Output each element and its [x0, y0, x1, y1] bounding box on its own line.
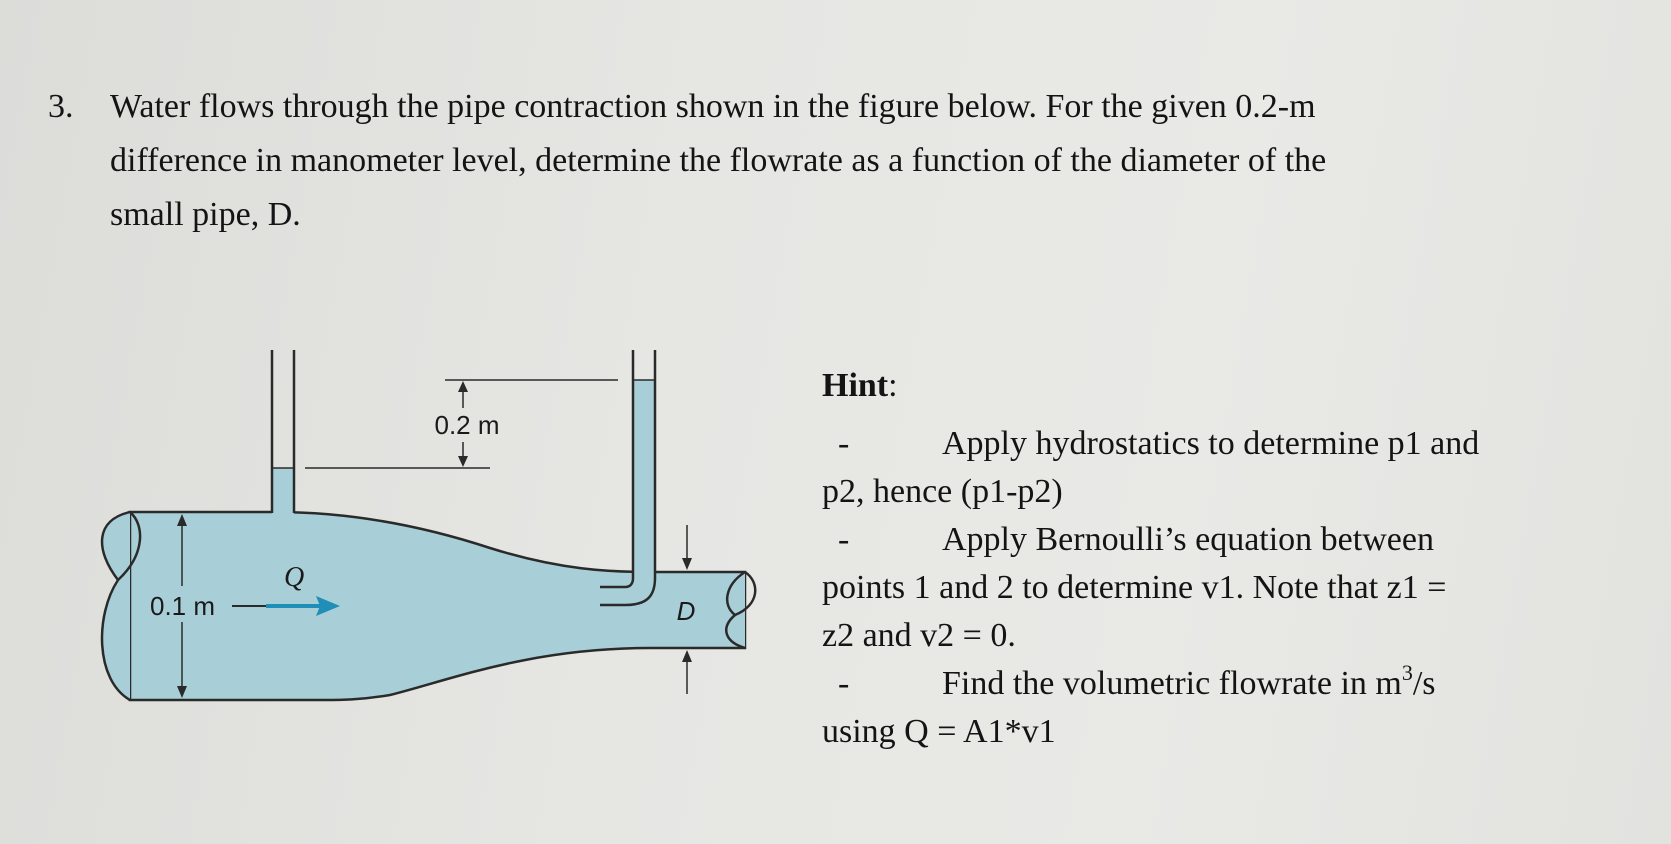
pipe-left-end	[102, 512, 130, 700]
hint-item-2-line-3: z2 and v2 = 0.	[822, 617, 1016, 654]
hint-item-3-line-2: using Q = A1*v1	[822, 713, 1056, 750]
hint-text: Find the volumetric flowrate in m	[942, 665, 1402, 702]
left-tube-water	[272, 468, 294, 514]
problem-line: small pipe, D.	[110, 196, 301, 233]
problem-line: Water flows through the pipe contraction shown in the figure below. For the given 0.2-m	[110, 88, 1316, 125]
hint-superscript: 3	[1401, 660, 1413, 685]
hint-dash: -	[838, 665, 850, 702]
hint-title-text: Hint	[822, 367, 889, 404]
dim-arrow-bottom-head	[458, 456, 468, 467]
hint-section	[822, 362, 1642, 756]
large-diameter-label: 0.1 m	[150, 591, 216, 621]
flow-label: Q	[284, 562, 305, 593]
small-diameter-label: D	[676, 596, 696, 626]
problem-number: 3.	[48, 88, 74, 125]
dim-arrow-top-head	[458, 381, 468, 392]
pipe-diagram	[90, 350, 810, 770]
hint-item-2-line-2: points 1 and 2 to determine v1. Note that z1 =	[822, 569, 1447, 606]
hint-item-1-line-1	[822, 420, 1642, 468]
hint-text: Apply hydrostatics to determine p1 and	[942, 425, 1480, 462]
hint-item-1-line-2: p2, hence (p1-p2)	[822, 473, 1063, 510]
hint-item-3-line-1	[822, 660, 1642, 708]
hint-dash: -	[838, 425, 850, 462]
problem-line: difference in manometer level, determine the flowrate as a function of the diameter of the	[110, 142, 1327, 179]
problem-statement	[110, 80, 1650, 242]
hint-item-2-line-1	[822, 516, 1642, 564]
hint-dash: -	[838, 521, 850, 558]
hint-text: /s	[1412, 665, 1436, 702]
height-diff-label: 0.2 m	[434, 410, 500, 440]
small-diam-arrow-bottom-head	[682, 650, 692, 662]
hint-title-colon: :	[888, 367, 898, 404]
small-diam-arrow-top-head	[682, 558, 692, 570]
hint-title	[822, 362, 1642, 410]
hint-text: Apply Bernoulli’s equation between	[942, 521, 1434, 558]
pipe-contraction-figure	[90, 350, 810, 770]
